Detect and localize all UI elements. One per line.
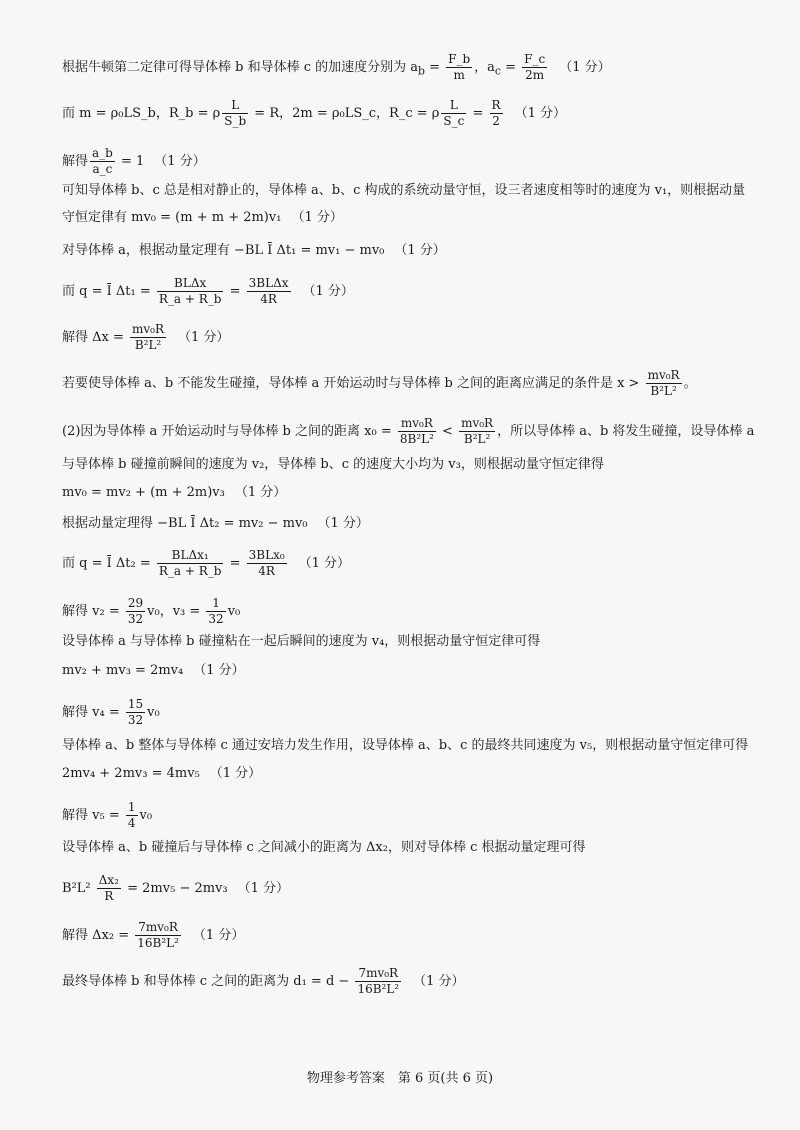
line-momentum-eq: 守恒定律有 mv₀ = (m + m + 2m)v₁ （1 分） (62, 210, 343, 225)
line-v4-intro: 设导体棒 a 与导体棒 b 碰撞粘在一起后瞬间的速度为 v₄，则根据动量守恒定律可得 (62, 634, 541, 649)
fraction: $\frac{F\_c}{2m}$ (524, 52, 546, 82)
score-mark: （1 分） (298, 556, 351, 571)
fraction: $\frac{\text{mv₀R}}{\text{B²L²}}$ (132, 322, 165, 352)
fraction: $\frac{L}{S\_b}$ (224, 98, 247, 128)
line-impulse-2: 根据动量定理得 −BL Ī Δt₂ = mv₂ − mv₀ （1 分） (62, 516, 369, 531)
line-part2-intro: (2)因为导体棒 a 开始运动时与导体棒 b 之间的距离 x₀ = $\frac{\text{mv₀R}}{\text{8B²L²}}$ < $\frac{\text{mv₀R}}{\text{B²L²}}$ ，所以导体棒 a、b 将发生碰撞，设导体棒 a (62, 416, 755, 446)
line-ratio: 解得 $\frac{a\_b}{a\_c}$ = 1 （1 分） (62, 146, 206, 176)
fraction: $\frac{\text{mv₀R}}{\text{B²L²}}$ (647, 368, 680, 398)
fraction: $\frac{\text{mv₀R}}{\text{8B²L²}}$ (399, 416, 434, 446)
line-delta-x2: 解得 Δx₂ = $\frac{\text{7mv₀R}}{\text{16B²L²}}$ （1 分） (62, 920, 245, 950)
line-v2-v3: 解得 v₂ = $\frac{29}{32}$ v₀，v₃ = $\frac{1}{32}$ v₀ (62, 596, 241, 626)
fraction: $\frac{\text{3BLΔx}}{4R}$ (248, 276, 289, 306)
score-mark: （1 分） (413, 974, 465, 989)
score-mark: （1 分） (394, 243, 446, 258)
line-momentum-intro: 可知导体棒 b、c 总是相对静止的，导体棒 a、b、c 构成的系统动量守恒，设三者速度相等时的速度为 v₁，则根据动量 (62, 183, 746, 198)
fraction: $\frac{\text{7mv₀R}}{\text{16B²L²}}$ (357, 966, 400, 996)
line-condition: 若要使导体棒 a、b 不能发生碰撞，导体棒 a 开始运动时与导体棒 b 之间的距离应满足的条件是 x > $\frac{\text{mv₀R}}{\text{B²L²}}$ 。 (62, 368, 697, 398)
line-acceleration: 根据牛顿第二定律可得导体棒 b 和导体棒 c 的加速度分别为 $a_b$ = $\frac{F\_b}{m}$ ，$a_c$ = $\frac{F\_c}{2m}$ （1 分） (62, 52, 611, 82)
score-mark: （1 分） (317, 516, 369, 531)
line-momentum-eq-4: 2mv₄ + 2mv₃ = 4mv₅ （1 分） (62, 766, 262, 781)
line-v5-intro: 导体棒 a、b 整体与导体棒 c 通过安培力发生作用，设导体棒 a、b、c 的最终共同速度为 v₅，则根据动量守恒定律可得 (62, 738, 749, 753)
score-mark: （1 分） (302, 284, 354, 299)
fraction: $\frac{L}{S\_c}$ (443, 98, 465, 128)
score-mark: （1 分） (154, 154, 206, 169)
fraction: $\frac{\text{3BLx₀}}{4R}$ (248, 548, 285, 578)
line-collision-speed: 与导体棒 b 碰撞前瞬间的速度为 v₂，导体棒 b、c 的速度大小均为 v₃，则根据动量守恒定律得 (62, 457, 604, 472)
line-momentum-eq-3: mv₂ + mv₃ = 2mv₄ （1 分） (62, 663, 245, 678)
fraction: $\frac{\text{BLΔx}}{R\_a + R\_b}$ (158, 276, 222, 306)
fraction: $\frac{15}{32}$ (127, 697, 144, 727)
line-v4: 解得 v₄ = $\frac{15}{32}$ v₀ (62, 697, 160, 727)
line-impulse-3: B²L² $\frac{\text{Δx₂}}{R}$ = 2mv₅ − 2mv₃ （1 分） (62, 873, 290, 903)
score-mark: （1 分） (514, 106, 566, 121)
page-footer: 物理参考答案 第 6 页(共 6 页) (306, 1071, 494, 1086)
fraction: $\frac{F\_b}{m}$ (448, 52, 471, 82)
fraction: $\frac{\text{Δx₂}}{R}$ (98, 873, 119, 903)
score-mark: （1 分） (192, 928, 245, 943)
line-delta-x2-intro: 设导体棒 a、b 碰撞后与导体棒 c 之间减小的距离为 Δx₂，则对导体棒 c 根据动量定理可得 (62, 840, 586, 855)
line-final-distance: 最终导体棒 b 和导体棒 c 之间的距离为 d₁ = d − $\frac{\text{7mv₀R}}{\text{16B²L²}}$ （1 分） (62, 966, 465, 996)
score-mark: （1 分） (209, 766, 262, 781)
line-v5: 解得 v₅ = $\frac{1}{4}$ v₀ (62, 800, 153, 830)
line-momentum-eq-2: mv₀ = mv₂ + (m + 2m)v₃ （1 分） (62, 485, 287, 500)
line-mass-resistance: 而 m = ρ₀LS_b，R_b = ρ $\frac{L}{S\_b}$ = R，2m = ρ₀LS_c，R_c = ρ $\frac{L}{S\_c}$ = $\frac{R}{2}$ （1 分） (62, 98, 566, 128)
score-mark: （1 分） (234, 485, 287, 500)
score-mark: （1 分） (178, 330, 230, 345)
fraction: $\frac{1}{32}$ (208, 596, 224, 626)
score-mark: （1 分） (291, 210, 343, 225)
score-mark: （1 分） (237, 881, 290, 896)
fraction: $\frac{a\_b}{a\_c}$ (92, 146, 113, 176)
score-mark: （1 分） (559, 60, 611, 75)
fraction: $\frac{\text{mv₀R}}{\text{B²L²}}$ (461, 416, 494, 446)
line-delta-x: 解得 Δx = $\frac{\text{mv₀R}}{\text{B²L²}}$ （1 分） (62, 322, 230, 352)
line-charge-2: 而 q = Ī Δt₂ = $\frac{\text{BLΔx₁}}{R\_a + R\_b}$ = $\frac{\text{3BLx₀}}{4R}$ （1 分） (62, 548, 351, 578)
line-charge: 而 q = Ī Δt₁ = $\frac{\text{BLΔx}}{R\_a + R\_b}$ = $\frac{\text{3BLΔx}}{4R}$ （1 分） (62, 276, 354, 306)
line-impulse: 对导体棒 a，根据动量定理有 −BL Ī Δt₁ = mv₁ − mv₀ （1 分） (62, 243, 446, 258)
fraction: $\frac{\text{BLΔx₁}}{R\_a + R\_b}$ (158, 548, 222, 578)
fraction: $\frac{\text{7mv₀R}}{\text{16B²L²}}$ (137, 920, 179, 950)
fraction: $\frac{R}{2}$ (491, 98, 501, 128)
fraction: $\frac{1}{4}$ (127, 800, 136, 830)
fraction: $\frac{29}{32}$ (127, 596, 144, 626)
score-mark: （1 分） (193, 663, 245, 678)
